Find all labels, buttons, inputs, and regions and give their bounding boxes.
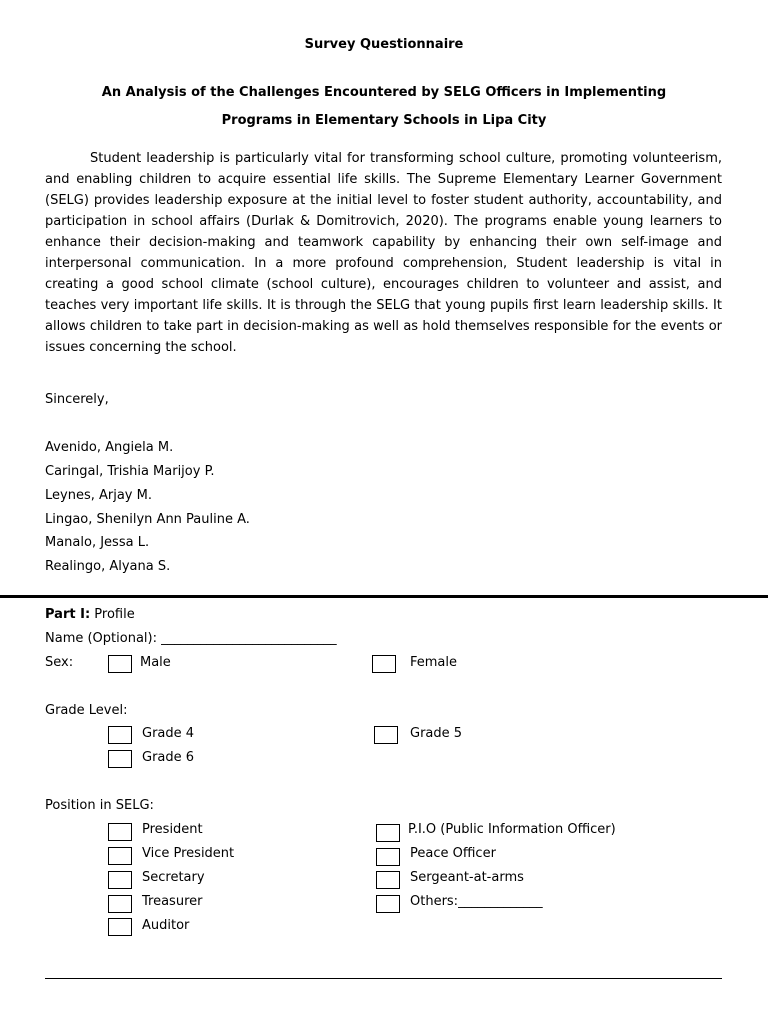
grade-5-label: Grade 5 [410, 726, 463, 741]
grade-4-checkbox[interactable] [108, 726, 132, 744]
secretary-label: Secretary [142, 870, 205, 885]
bottom-rule [45, 978, 722, 979]
pio-label: P.I.O (Public Information Officer) [408, 822, 616, 837]
vice-president-checkbox[interactable] [108, 847, 132, 865]
section-divider [0, 595, 768, 598]
peace-officer-label: Peace Officer [410, 846, 496, 861]
president-label: President [142, 822, 203, 837]
others-field[interactable]: Others:_____________ [410, 894, 543, 909]
closing: Sincerely, [45, 392, 109, 407]
intro-paragraph: Student leadership is particularly vital for transforming school culture, promoting volunteerism, and enabling children to acquire essential life skills. The Supreme Elementary Learner Government (SELG) provides leadership exposure at the initial level to foster student authority, accountability, and participation in school affairs (Durlak & Domitrovich, 2020). The programs enable young learners to enhance their decision-making and teamwork capability by enhancing their own self-image and interpersonal communication. In a more profound comprehension, Student leadership is vital in creating a good school climate (school culture), encourages children to volunteer and assist, and teaches very important life skills. It is through the SELG that young pupils first learn leadership skills. It allows children to take part in decision-making as well as hold themselves responsible for the events or issues concerning the school. [45, 151, 722, 355]
author-name: Lingao, Shenilyn Ann Pauline A. [45, 512, 250, 527]
others-checkbox[interactable] [376, 895, 400, 913]
treasurer-checkbox[interactable] [108, 895, 132, 913]
sergeant-at-arms-label: Sergeant-at-arms [410, 870, 524, 885]
part-title: Profile [90, 607, 135, 622]
page-title: Survey Questionnaire [304, 37, 464, 52]
grade-6-checkbox[interactable] [108, 750, 132, 768]
secretary-checkbox[interactable] [108, 871, 132, 889]
male-checkbox[interactable] [108, 655, 132, 673]
author-name: Avenido, Angiela M. [45, 440, 174, 455]
grade-level-label: Grade Level: [45, 703, 128, 718]
male-label: Male [140, 655, 171, 670]
treasurer-label: Treasurer [142, 894, 203, 909]
pio-checkbox[interactable] [376, 824, 400, 842]
sex-label: Sex: [45, 655, 74, 670]
sergeant-at-arms-checkbox[interactable] [376, 871, 400, 889]
study-title-line-1: An Analysis of the Challenges Encountered by SELG Officers in Implementing [101, 85, 667, 100]
peace-officer-checkbox[interactable] [376, 848, 400, 866]
study-title-line-2: Programs in Elementary Schools in Lipa City [221, 113, 547, 128]
author-name: Caringal, Trishia Marijoy P. [45, 464, 215, 479]
grade-4-label: Grade 4 [142, 726, 195, 741]
grade-5-checkbox[interactable] [374, 726, 398, 744]
female-checkbox[interactable] [372, 655, 396, 673]
author-name: Realingo, Alyana S. [45, 559, 171, 574]
part-label: Part I: [45, 607, 91, 622]
auditor-checkbox[interactable] [108, 918, 132, 936]
grade-6-label: Grade 6 [142, 750, 195, 765]
president-checkbox[interactable] [108, 823, 132, 841]
auditor-label: Auditor [142, 918, 190, 933]
author-name: Leynes, Arjay M. [45, 488, 152, 503]
name-field[interactable]: Name (Optional): ___________________________ [45, 631, 337, 646]
part-heading [45, 607, 135, 622]
position-label: Position in SELG: [45, 798, 154, 813]
author-name: Manalo, Jessa L. [45, 535, 150, 550]
female-label: Female [410, 655, 458, 670]
vice-president-label: Vice President [142, 846, 235, 861]
